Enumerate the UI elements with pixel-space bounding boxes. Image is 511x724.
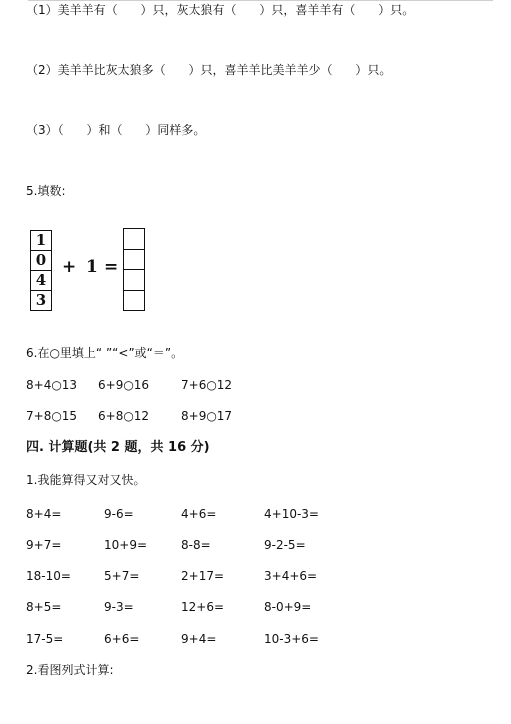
calc-item: 9+7= <box>26 538 62 552</box>
calc-item: 2+17= <box>181 569 225 583</box>
compare-item: 6+8○12 <box>98 409 150 423</box>
one-addend: 1 <box>86 257 98 277</box>
calc-row <box>26 568 486 584</box>
calc-item: 5+7= <box>104 569 140 583</box>
compare-row <box>26 408 486 424</box>
calc-row <box>26 506 486 522</box>
question-3: （3）（ ）和（ ）同样多。 <box>26 123 206 137</box>
calc-item: 8+4= <box>26 507 62 521</box>
compare-row <box>26 377 486 393</box>
calc-item: 4+6= <box>181 507 217 521</box>
answer-box <box>124 229 144 250</box>
calc-row <box>26 631 486 647</box>
calc-item: 8-0+9= <box>264 600 312 614</box>
calc-1-title: 1.我能算得又对又快。 <box>26 473 146 487</box>
compare-item: 8+9○17 <box>181 409 233 423</box>
calc-item: 12+6= <box>181 600 225 614</box>
calc-row <box>26 537 486 553</box>
answer-box <box>124 291 144 311</box>
digit-cell: 3 <box>35 291 47 309</box>
calc-item: 17-5= <box>26 632 64 646</box>
answer-box <box>124 250 144 271</box>
calc-item: 8-8= <box>181 538 211 552</box>
calc-item: 9-6= <box>104 507 134 521</box>
fill-number-figure <box>28 228 158 314</box>
digit-cell: 4 <box>31 271 51 291</box>
section-6-title: 6.在○里填上“ ”“<”或“＝”。 <box>26 346 184 360</box>
compare-item: 7+8○15 <box>26 409 78 423</box>
equals-sign: = <box>104 257 119 277</box>
digit-cell: 0 <box>31 251 51 271</box>
calc-item: 18-10= <box>26 569 71 583</box>
digit-column <box>30 230 52 311</box>
compare-item: 7+6○12 <box>181 378 233 392</box>
section-4-heading: 四. 计算题(共 2 题，共 16 分) <box>26 440 210 455</box>
calc-item: 9-3= <box>104 600 134 614</box>
digit-cell: 1 <box>31 231 51 251</box>
compare-item: 8+4○13 <box>26 378 78 392</box>
calc-item: 9-2-5= <box>264 538 306 552</box>
answer-box-column <box>123 228 145 311</box>
page-top-rule <box>28 0 493 1</box>
calc-item: 8+5= <box>26 600 62 614</box>
section-5-title: 5.填数: <box>26 184 66 198</box>
calc-item: 6+6= <box>104 632 140 646</box>
calc-row <box>26 599 486 615</box>
answer-box <box>124 270 144 291</box>
plus-sign: + <box>62 257 77 277</box>
compare-item: 6+9○16 <box>98 378 150 392</box>
question-2: （2）美羊羊比灰太狼多（ ）只，喜羊羊比美羊羊少（ ）只。 <box>26 63 392 77</box>
question-1: （1）美羊羊有（ ）只，灰太狼有（ ）只，喜羊羊有（ ）只。 <box>26 3 415 17</box>
calc-2-title: 2.看图列式计算: <box>26 663 114 677</box>
calc-item: 9+4= <box>181 632 217 646</box>
calc-item: 4+10-3= <box>264 507 319 521</box>
calc-item: 10+9= <box>104 538 148 552</box>
calc-item: 10-3+6= <box>264 632 319 646</box>
calc-item: 3+4+6= <box>264 569 318 583</box>
